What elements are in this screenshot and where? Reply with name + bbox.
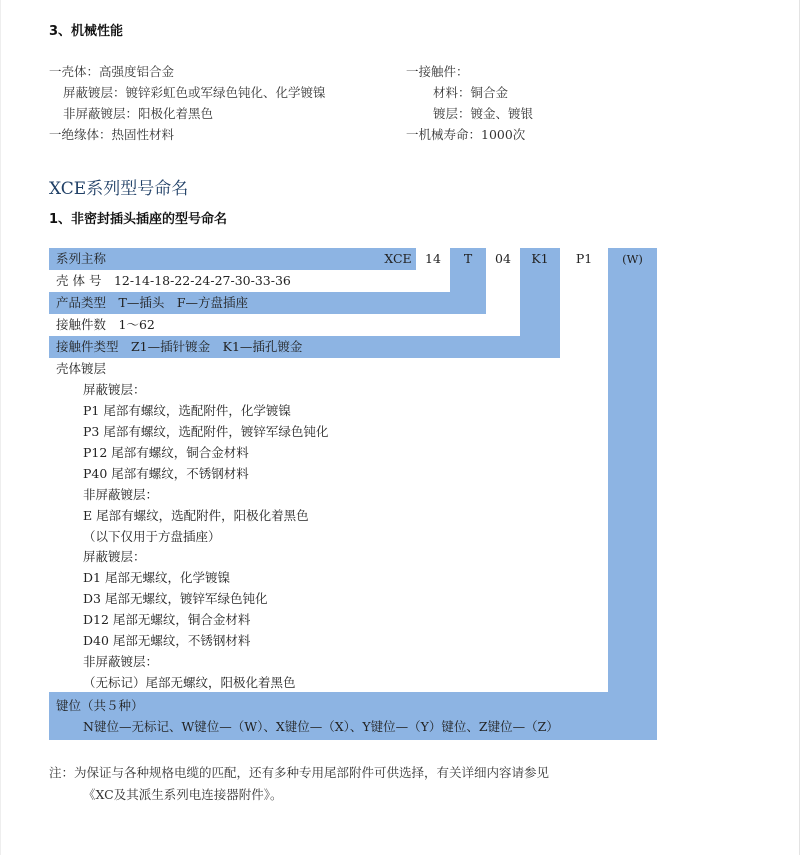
prop-nonshield-plating: 非屏蔽镀层：阳极化着黑色 <box>63 106 214 121</box>
page-edge-left <box>0 0 1 855</box>
naming-subtitle: 1、非密封插头插座的型号命名 <box>49 212 228 227</box>
plating-line: P1 尾部有螺纹，选配附件，化学镀镍 <box>83 403 291 418</box>
prop-contact-material: 材料：铜合金 <box>433 85 509 100</box>
plating-line: P3 尾部有螺纹，选配附件，镀锌军绿色钝化 <box>83 424 329 439</box>
code-xce: XCE <box>384 251 412 266</box>
code-P1: P1 <box>575 251 593 266</box>
plating-line: D12 尾部无螺纹，铜合金材料 <box>83 612 251 627</box>
row-contact-count: 接触件数 1～62 <box>56 317 155 332</box>
code-04: 04 <box>495 251 511 266</box>
plating-line: （以下仅用于方盘插座） <box>83 529 221 544</box>
code-W: (W) <box>622 252 643 266</box>
plating-line: E 尾部有螺纹，选配附件，阳极化着黑色 <box>83 508 309 523</box>
plating-line: D1 尾部无螺纹，化学镀镍 <box>83 570 230 585</box>
code-K1: K1 <box>531 251 549 266</box>
code-14: 14 <box>425 251 441 266</box>
prop-shell: 一壳体：高强度铝合金 <box>49 64 175 79</box>
note-line-1: 注：为保证与各种规格电缆的匹配，还有多种专用尾部附件可供选择，有关详细内容请参见 <box>49 765 550 780</box>
row-product-type: 产品类型 T—插头 F—方盘插座 <box>56 295 249 310</box>
row-contact-type: 接触件类型 Z1—插针镀金 K1—插孔镀金 <box>56 339 303 354</box>
section-title-mechanical: 3、机械性能 <box>49 24 124 39</box>
plating-line: 屏蔽镀层： <box>83 382 146 397</box>
row-shell-no: 壳 体 号 12-14-18-22-24-27-30-33-36 <box>56 273 291 288</box>
naming-title: XCE系列型号命名 <box>49 179 189 199</box>
prop-contact-plating: 镀层：镀金、镀银 <box>433 106 534 121</box>
plating-line: 非屏蔽镀层： <box>83 487 159 502</box>
plating-line: 屏蔽镀层： <box>83 549 146 564</box>
key-title: 键位（共５种） <box>56 698 144 713</box>
plating-line: P12 尾部有螺纹，铜合金材料 <box>83 445 249 460</box>
note-line-2: 《XC及其派生系列电连接器附件》。 <box>83 787 283 802</box>
prop-mech-life: 一机械寿命：1000次 <box>406 127 526 142</box>
prop-shield-plating: 屏蔽镀层：镀锌彩虹色或军绿色钝化、化学镀镍 <box>63 85 326 100</box>
prop-contact: 一接触件： <box>406 64 469 79</box>
row-series: 系列主称 <box>56 251 107 266</box>
code-T: T <box>463 251 473 266</box>
plating-line: D40 尾部无螺纹，不锈钢材料 <box>83 633 251 648</box>
plating-line: P40 尾部有螺纹，不锈钢材料 <box>83 466 249 481</box>
plating-line: （无标记）尾部无螺纹，阳极化着黑色 <box>83 675 296 690</box>
column-W <box>608 248 657 740</box>
prop-insulator: 一绝缘体：热固性材料 <box>49 127 175 142</box>
plating-line: 非屏蔽镀层： <box>83 654 159 669</box>
key-detail: N键位—无标记、W键位—（W）、X键位—（X）、Y键位—（Y）键位、Z键位—（Z） <box>83 719 559 734</box>
row-shell-plating: 壳体镀层 <box>56 361 107 376</box>
plating-line: D3 尾部无螺纹，镀锌军绿色钝化 <box>83 591 268 606</box>
